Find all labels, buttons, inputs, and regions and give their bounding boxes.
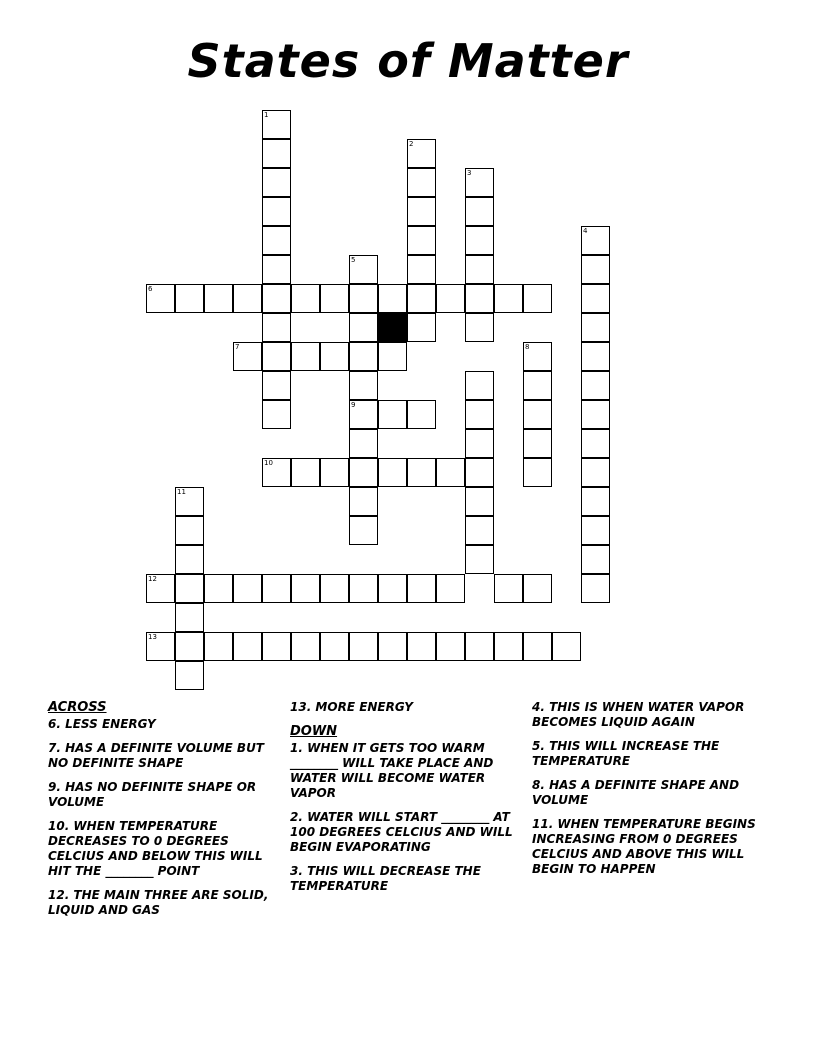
grid-cell[interactable]	[349, 313, 378, 342]
grid-cell[interactable]	[349, 632, 378, 661]
grid-cell[interactable]	[465, 429, 494, 458]
clue-number-5: 5	[351, 256, 356, 264]
grid-cell[interactable]	[262, 226, 291, 255]
grid-cell[interactable]	[262, 255, 291, 284]
grid-cell[interactable]	[523, 458, 552, 487]
clue-number-8: 8	[525, 343, 530, 351]
grid-cell[interactable]	[407, 458, 436, 487]
grid-cell[interactable]	[175, 632, 204, 661]
grid-cell[interactable]	[581, 545, 610, 574]
grid-cell[interactable]	[175, 516, 204, 545]
grid-cell[interactable]	[233, 284, 262, 313]
page-title: States of Matter	[187, 34, 629, 88]
grid-cell[interactable]	[407, 255, 436, 284]
grid-cell[interactable]	[581, 400, 610, 429]
grid-cell[interactable]	[349, 574, 378, 603]
grid-cell[interactable]	[436, 574, 465, 603]
grid-cell[interactable]	[291, 458, 320, 487]
grid-cell[interactable]	[349, 458, 378, 487]
clue-across-12: 12. THE MAIN THREE ARE SOLID, LIQUID AND GAS	[48, 888, 269, 917]
grid-cell[interactable]	[581, 284, 610, 313]
grid-cell[interactable]	[349, 487, 378, 516]
grid-cell[interactable]	[581, 487, 610, 516]
grid-cell[interactable]	[494, 632, 523, 661]
grid-cell[interactable]	[465, 371, 494, 400]
grid-cell[interactable]	[523, 284, 552, 313]
grid-cell[interactable]	[407, 574, 436, 603]
clue-down-1: 1. WHEN IT GETS TOO WARM ________ WILL TAKE PLACE AND WATER WILL BECOME WATER VAPOR	[290, 741, 494, 800]
grid-cell[interactable]	[436, 632, 465, 661]
grid-cell[interactable]	[407, 197, 436, 226]
grid-cell[interactable]	[378, 400, 407, 429]
clue-number-1: 1	[264, 111, 269, 119]
grid-cell[interactable]	[262, 400, 291, 429]
grid-cell[interactable]	[407, 284, 436, 313]
grid-cell[interactable]	[175, 284, 204, 313]
grid-cell[interactable]	[320, 342, 349, 371]
grid-cell[interactable]	[494, 284, 523, 313]
clue-number-12: 12	[148, 575, 157, 583]
grid-cell[interactable]	[320, 284, 349, 313]
grid-cell[interactable]	[175, 603, 204, 632]
grid-cell[interactable]	[407, 168, 436, 197]
clue-down-3: 3. THIS WILL DECREASE THE TEMPERATURE	[290, 864, 481, 893]
clue-down-5: 5. THIS WILL INCREASE THE TEMPERATURE	[532, 739, 720, 768]
grid-cell[interactable]	[523, 371, 552, 400]
grid-cell[interactable]	[581, 458, 610, 487]
grid-cell[interactable]	[349, 516, 378, 545]
grid-cell[interactable]	[378, 284, 407, 313]
clue-number-3: 3	[467, 169, 472, 177]
grid-cell[interactable]	[407, 313, 436, 342]
grid-cell[interactable]	[523, 574, 552, 603]
grid-cell[interactable]	[262, 574, 291, 603]
grid-cell[interactable]	[349, 429, 378, 458]
clue-number-4: 4	[583, 227, 588, 235]
clue-down-8: 8. HAS A DEFINITE SHAPE AND VOLUME	[532, 778, 740, 807]
grid-cell[interactable]	[291, 342, 320, 371]
clue-number-10: 10	[264, 459, 273, 467]
grid-cell[interactable]	[465, 458, 494, 487]
clue-across-10: 10. WHEN TEMPERATURE DECREASES TO 0 DEGREES CELCIUS AND BELOW THIS WILL HIT THE ________ POINT	[48, 819, 263, 878]
black-square	[378, 313, 407, 342]
grid-cell[interactable]	[581, 429, 610, 458]
grid-cell[interactable]	[291, 632, 320, 661]
grid-cell[interactable]	[465, 516, 494, 545]
grid-cell[interactable]	[262, 632, 291, 661]
grid-cell[interactable]	[581, 516, 610, 545]
grid-cell[interactable]	[465, 197, 494, 226]
grid-cell[interactable]	[262, 284, 291, 313]
grid-cell[interactable]	[378, 632, 407, 661]
grid-cell[interactable]	[175, 661, 204, 690]
grid-cell[interactable]	[291, 284, 320, 313]
across-heading: ACROSS	[48, 700, 107, 715]
grid-cell[interactable]	[262, 197, 291, 226]
across-clues	[48, 700, 283, 927]
across-down-clues	[290, 700, 525, 903]
clue-number-7: 7	[235, 343, 240, 351]
grid-cell[interactable]	[407, 632, 436, 661]
grid-cell[interactable]	[291, 574, 320, 603]
clue-across-6: 6. LESS ENERGY	[48, 717, 156, 731]
clue-across-9: 9. HAS NO DEFINITE SHAPE OR VOLUME	[48, 780, 257, 809]
grid-cell[interactable]	[581, 574, 610, 603]
grid-cell[interactable]	[349, 342, 378, 371]
grid-cell[interactable]	[407, 400, 436, 429]
grid-cell[interactable]	[465, 632, 494, 661]
grid-cell[interactable]	[378, 342, 407, 371]
grid-cell[interactable]	[233, 632, 262, 661]
grid-cell[interactable]	[465, 400, 494, 429]
grid-cell[interactable]	[465, 313, 494, 342]
grid-cell[interactable]	[233, 574, 262, 603]
grid-cell[interactable]	[436, 284, 465, 313]
clue-number-2: 2	[409, 140, 414, 148]
clue-number-6: 6	[148, 285, 153, 293]
grid-cell[interactable]	[378, 458, 407, 487]
grid-cell[interactable]	[204, 574, 233, 603]
grid-cell[interactable]	[465, 545, 494, 574]
grid-cell[interactable]	[262, 168, 291, 197]
clue-number-9: 9	[351, 401, 356, 409]
grid-cell[interactable]	[204, 284, 233, 313]
down-clues-continued	[532, 700, 767, 886]
grid-cell[interactable]	[349, 371, 378, 400]
grid-cell[interactable]	[581, 313, 610, 342]
down-heading: DOWN	[290, 724, 338, 739]
grid-cell[interactable]	[262, 313, 291, 342]
clue-number-11: 11	[177, 488, 186, 496]
grid-cell[interactable]	[581, 342, 610, 371]
clue-number-13: 13	[148, 633, 157, 641]
clue-down-11: 11. WHEN TEMPERATURE BEGINS INCREASING FROM 0 DEGREES CELCIUS AND ABOVE THIS WILL BEGIN TO HAPPEN	[532, 817, 756, 876]
grid-cell[interactable]	[465, 226, 494, 255]
grid-cell[interactable]	[436, 458, 465, 487]
grid-cell[interactable]	[175, 574, 204, 603]
grid-cell[interactable]	[552, 632, 581, 661]
grid-cell[interactable]	[262, 342, 291, 371]
grid-cell[interactable]	[378, 574, 407, 603]
clue-down-4: 4. THIS IS WHEN WATER VAPOR BECOMES LIQUID AGAIN	[532, 700, 745, 729]
grid-cell[interactable]	[320, 632, 349, 661]
grid-cell[interactable]	[349, 284, 378, 313]
grid-cell[interactable]	[262, 139, 291, 168]
grid-cell[interactable]	[523, 632, 552, 661]
grid-cell[interactable]	[494, 574, 523, 603]
grid-cell[interactable]	[465, 487, 494, 516]
grid-cell[interactable]	[523, 429, 552, 458]
grid-cell[interactable]	[581, 255, 610, 284]
grid-cell[interactable]	[581, 371, 610, 400]
grid-cell[interactable]	[465, 284, 494, 313]
grid-cell[interactable]	[465, 255, 494, 284]
clue-across-7: 7. HAS A DEFINITE VOLUME BUT NO DEFINITE SHAPE	[48, 741, 264, 770]
grid-cell[interactable]	[523, 400, 552, 429]
grid-cell[interactable]	[262, 371, 291, 400]
clue-down-2: 2. WATER WILL START ________ AT 100 DEGREES CELCIUS AND WILL BEGIN EVAPORATING	[290, 810, 513, 854]
grid-cell[interactable]	[175, 545, 204, 574]
grid-cell[interactable]	[320, 574, 349, 603]
clue-across-13: 13. MORE ENERGY	[290, 700, 413, 714]
grid-cell[interactable]	[320, 458, 349, 487]
grid-cell[interactable]	[407, 226, 436, 255]
grid-cell[interactable]	[204, 632, 233, 661]
